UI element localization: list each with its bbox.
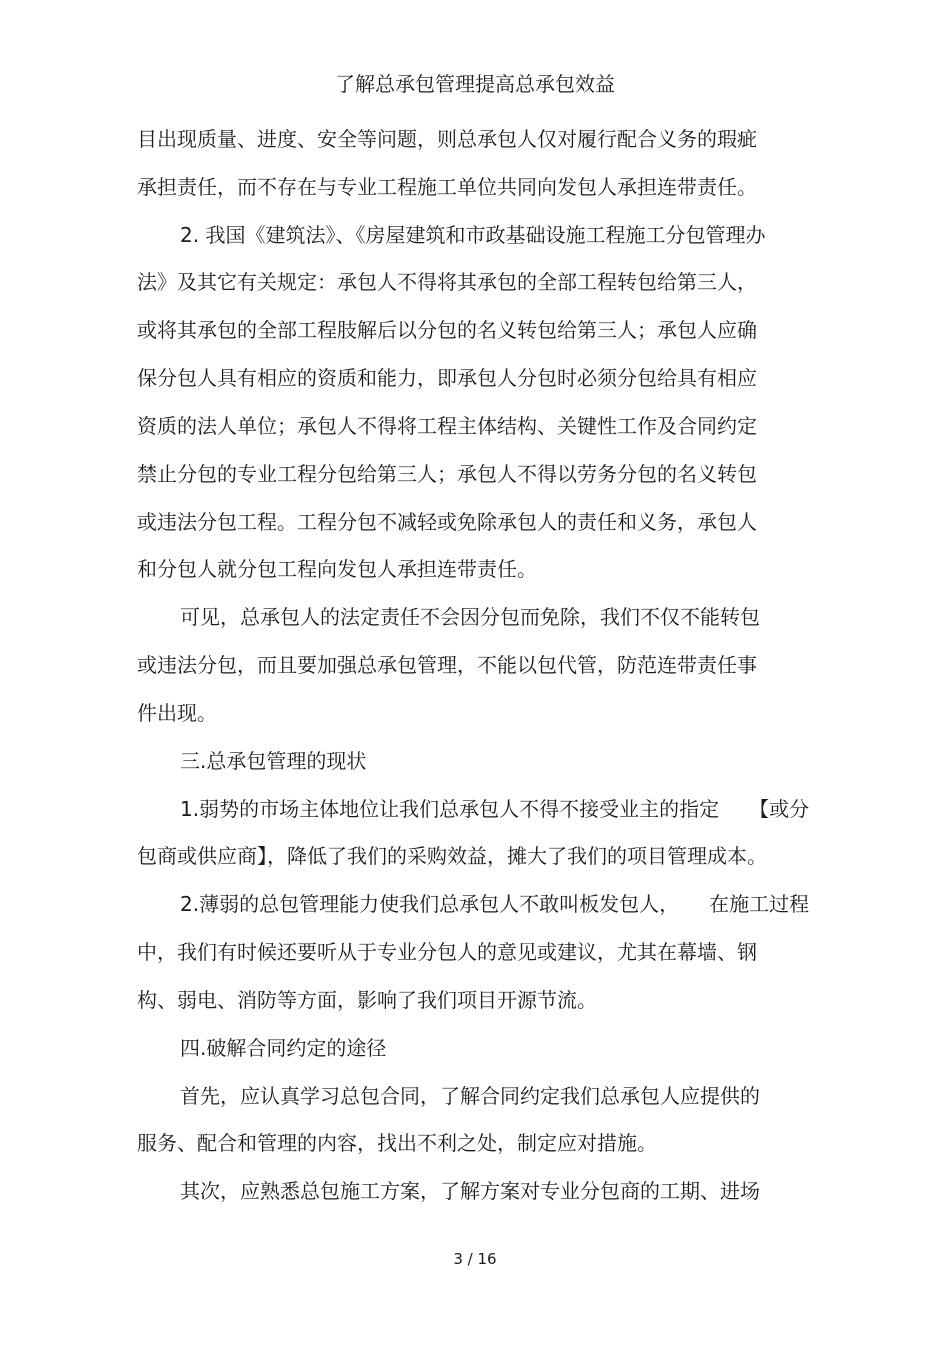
text-line: 可见，总承包人的法定责任不会因分包而免除，我们不仅不能转包 <box>180 605 760 629</box>
text-line: 服务、配合和管理的内容，找出不利之处，制定应对措施。 <box>137 1131 657 1155</box>
text-line: 或违法分包工程。工程分包不减轻或免除承包人的责任和义务，承包人 <box>137 510 757 534</box>
page-number: 3 / 16 <box>453 1250 497 1268</box>
text-line: 包商或供应商】，降低了我们的采购效益，摊大了我们的项目管理成本。 <box>137 844 767 868</box>
text-line: 2. 我国《建筑法》、《房屋建筑和市政基础设施工程施工分包管理办 <box>180 223 766 247</box>
section-heading: 三.总承包管理的现状 <box>180 749 367 773</box>
text-segment: 在施工过程 <box>709 892 810 916</box>
section-heading: 四.破解合同约定的途径 <box>180 1036 387 1060</box>
text-line: 其次，应熟悉总包施工方案，了解方案对专业分包商的工期、进场 <box>180 1179 760 1203</box>
text-line: 资质的法人单位；承包人不得将工程主体结构、关键性工作及合同约定 <box>137 414 757 438</box>
text-line: 禁止分包的专业工程分包给第三人；承包人不得以劳务分包的名义转包 <box>137 462 757 486</box>
text-line <box>180 795 809 823</box>
text-line: 法》及其它有关规定：承包人不得将其承包的全部工程转包给第三人， <box>137 270 757 294</box>
text-segment: 【或分 <box>749 797 810 821</box>
text-line: 首先，应认真学习总包合同，了解合同约定我们总承包人应提供的 <box>180 1084 760 1108</box>
page-title: 了解总承包管理提高总承包效益 <box>335 72 615 96</box>
text-segment: 2.薄弱的总包管理能力使我们总承包人不敢叫板发包人， <box>180 892 680 916</box>
text-line: 构、弱电、消防等方面，影响了我们项目开源节流。 <box>137 988 597 1012</box>
text-line: 承担责任，而不存在与专业工程施工单位共同向发包人承担连带责任。 <box>137 175 757 199</box>
text-segment: 1.弱势的市场主体地位让我们总承包人不得不接受业主的指定 <box>180 797 720 821</box>
text-line: 中，我们有时候还要听从于专业分包人的意见或建议，尤其在幕墙、钢 <box>137 940 757 964</box>
text-line: 保分包人具有相应的资质和能力，即承包人分包时必须分包给具有相应 <box>137 366 757 390</box>
text-line: 目出现质量、进度、安全等问题，则总承包人仅对履行配合义务的瑕疵 <box>137 127 757 151</box>
text-line: 和分包人就分包工程向发包人承担连带责任。 <box>137 557 537 581</box>
text-line: 或将其承包的全部工程肢解后以分包的名义转包给第三人；承包人应确 <box>137 318 757 342</box>
text-line: 件出现。 <box>137 701 217 725</box>
text-line <box>180 890 809 918</box>
text-line: 或违法分包，而且要加强总承包管理，不能以包代管，防范连带责任事 <box>137 653 757 677</box>
